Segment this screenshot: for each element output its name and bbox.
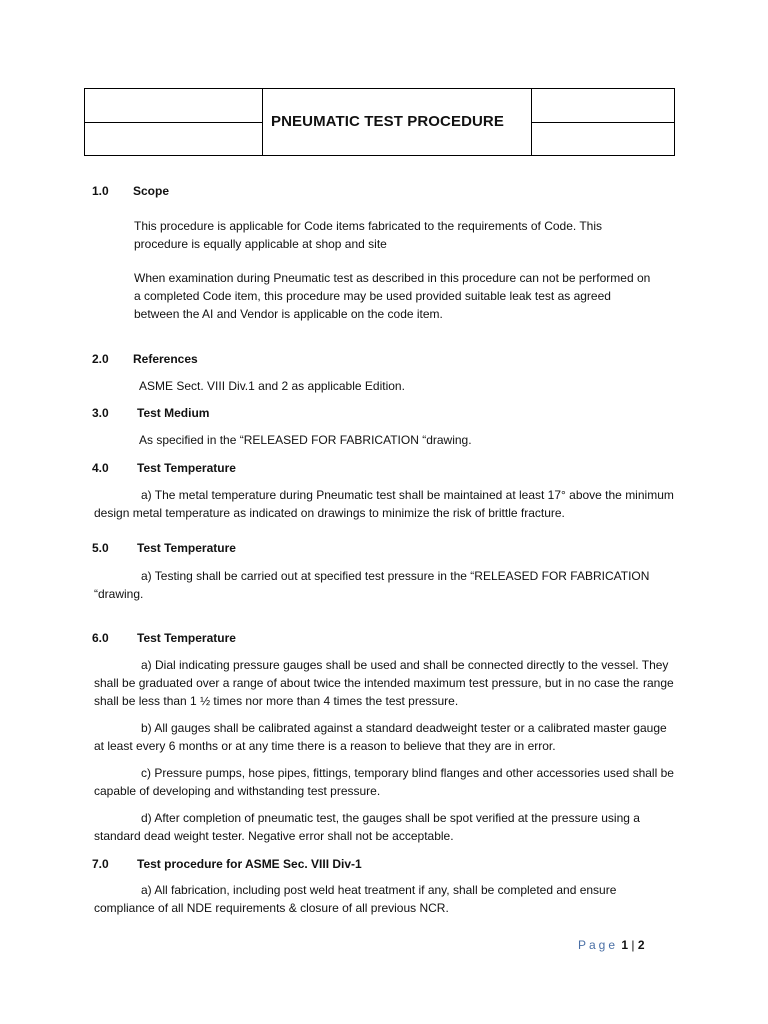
section-heading-test-medium <box>92 404 209 422</box>
total-page-number: 2 <box>637 938 645 952</box>
section-number: 6.0 <box>92 631 109 645</box>
header-cell-bottom-right <box>532 122 675 156</box>
section-number: 4.0 <box>92 461 109 475</box>
header-table <box>84 88 675 156</box>
section-title: Test procedure for ASME Sec. VIII Div-1 <box>137 857 362 871</box>
section-title: Test Temperature <box>137 461 236 475</box>
header-cell-top-right <box>532 89 675 123</box>
test-procedure-paragraph-a <box>94 881 676 917</box>
test-medium-paragraph: As specified in the “RELEASED FOR FABRICATION “drawing. <box>139 433 472 447</box>
section-heading-test-temperature-6 <box>92 629 236 647</box>
section-title: Test Temperature <box>137 541 236 555</box>
section-number: 5.0 <box>92 541 109 555</box>
section-heading-test-temperature-4 <box>92 459 236 477</box>
test-temperature-4-paragraph <box>94 486 676 522</box>
paragraph-text: a) The metal temperature during Pneumatic test shall be maintained at least 17° above the minimum design metal temperature as indicated on drawings to minimize the risk of brittle fracture. <box>94 488 674 520</box>
scope-paragraph-2: When examination during Pneumatic test as described in this procedure can not be performed on a completed Code item, this procedure may be used provided suitable leak test as agreed between the AI and Vendor is applicable on the code item. <box>134 271 651 321</box>
section-number: 3.0 <box>92 406 109 420</box>
document-title: PNEUMATIC TEST PROCEDURE <box>263 89 532 156</box>
section-number: 7.0 <box>92 857 109 871</box>
section-heading-references <box>92 350 198 368</box>
paragraph-text: d) After completion of pneumatic test, the gauges shall be spot verified at the pressure using a standard dead weight tester. Negative error shall not be acceptable. <box>94 811 640 843</box>
paragraph-text: b) All gauges shall be calibrated against a standard deadweight tester or a calibrated master gauge at least every 6 months or at any time there is a reason to believe that they are in error. <box>94 721 667 753</box>
gauges-paragraph-c <box>94 764 676 800</box>
section-title: References <box>133 352 198 366</box>
gauges-paragraph-a <box>94 656 676 710</box>
gauges-paragraph-b <box>94 719 676 755</box>
section-title: Test Temperature <box>137 631 236 645</box>
section-heading-scope <box>92 182 169 200</box>
section-number: 2.0 <box>92 352 109 366</box>
header-cell-bottom-left <box>85 122 263 156</box>
section-title: Scope <box>133 184 170 198</box>
section-title: Test Medium <box>137 406 210 420</box>
references-paragraph: ASME Sect. VIII Div.1 and 2 as applicable Edition. <box>139 379 405 393</box>
current-page-number: 1 <box>621 938 629 952</box>
paragraph-text: c) Pressure pumps, hose pipes, fittings, temporary blind flanges and other accessories used shall be capable of developing and withstanding test pressure. <box>94 766 674 798</box>
paragraph-text: a) Testing shall be carried out at specified test pressure in the “RELEASED FOR FABRICATION “drawing. <box>94 569 650 601</box>
page-separator: | <box>631 938 635 952</box>
paragraph-text: a) All fabrication, including post weld heat treatment if any, shall be completed and ensure compliance of all NDE requirements & closure of all previous NCR. <box>94 883 617 915</box>
scope-paragraph-1: This procedure is applicable for Code items fabricated to the requirements of Code. This procedure is equally applicable at shop and site <box>134 219 603 251</box>
test-temperature-5-paragraph <box>94 567 676 603</box>
paragraph-text: a) Dial indicating pressure gauges shall be used and shall be connected directly to the vessel. They shall be graduated over a range of about twice the intended maximum test pressure, but in no case the range shall be less than 1 ½ times nor more than 4 times the test pressure. <box>94 658 674 708</box>
gauges-paragraph-d <box>94 809 676 845</box>
header-cell-top-left <box>85 89 263 123</box>
page-footer <box>578 936 645 954</box>
section-heading-test-procedure <box>92 855 362 873</box>
section-heading-test-temperature-5 <box>92 539 236 557</box>
page-label: Page <box>578 938 619 952</box>
section-number: 1.0 <box>92 184 109 198</box>
